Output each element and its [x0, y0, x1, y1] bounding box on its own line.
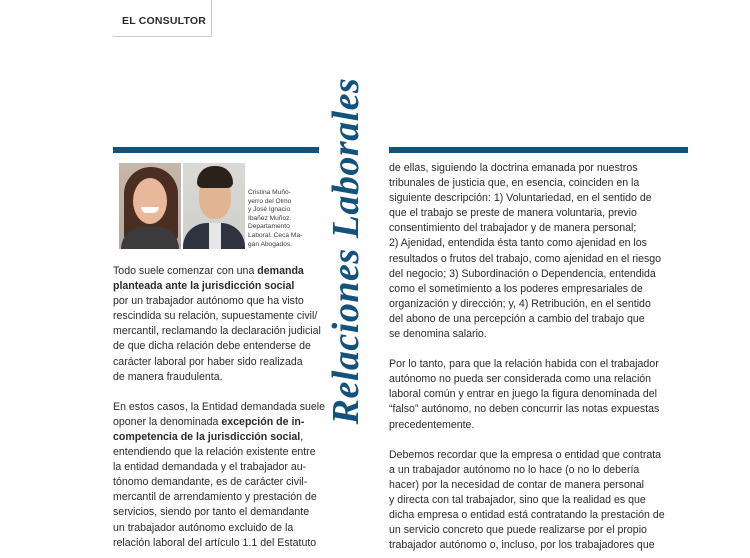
text-run: de ellas, siguiendo la doctrina emanada por nuestros [389, 162, 638, 174]
text-line [389, 493, 665, 508]
text-run: entendiendo que la relación existente entre [113, 446, 316, 459]
right-divider-bar [389, 147, 688, 153]
text-run: a un trabajador autónomo no lo hace (o no lo debería [389, 463, 640, 476]
text-line [113, 415, 325, 430]
caption-line: Ibañez Muñoz. [248, 214, 292, 222]
text-line [113, 505, 325, 520]
text-run: 2) Ajenidad, entendida ésta tanto como ajenidad en los [389, 237, 647, 250]
left-divider-bar [113, 147, 319, 153]
text-run: la entidad demandada y el trabajador au- [113, 461, 307, 474]
text-line [389, 327, 665, 342]
text-line [113, 279, 325, 294]
section-header-box [113, 0, 212, 37]
bold-text-run: competencia de la jurisdicción social [113, 430, 301, 443]
author-photo-jose-ignacio [183, 163, 245, 249]
text-line [389, 282, 665, 297]
text-run: laboral común y entrar en juego la figura denominada del [389, 388, 657, 401]
author-caption [248, 189, 318, 249]
text-line [113, 355, 325, 370]
caption-line: Departamento [248, 223, 290, 231]
text-run: del negocio; 3) Subordinación o Dependencia, entendida [389, 267, 656, 280]
text-line [389, 236, 665, 251]
left-text-column [113, 264, 325, 551]
text-run: resultados o frutos del trabajo, como ajenidad en el riesgo [389, 252, 662, 265]
text-line [389, 267, 665, 282]
text-run: Por lo tanto, para que la relación habida con el trabajador [389, 358, 659, 371]
text-run: “falso” autónomo, no deben concurrir las notas expuestas [389, 403, 660, 416]
text-run: de que dicha relación debe entenderse de [113, 340, 311, 353]
text-line [113, 536, 325, 551]
text-run: hacer) por la necesidad de contar de manera personal [389, 478, 644, 491]
text-run: consentimiento del trabajador y de manera personal; [389, 222, 637, 235]
text-run: mercantil de arrendamiento y prestación de [113, 491, 317, 504]
text-run: relación laboral del artículo 1.1 del Estatuto [113, 536, 317, 549]
right-text-column [389, 161, 665, 553]
text-line [389, 191, 665, 206]
text-run: como el sometimiento a los poderes empresariales de [389, 282, 643, 295]
text-line [389, 176, 665, 191]
text-line [389, 448, 665, 463]
text-run: mercantil, reclamando la declaración judicial [113, 325, 321, 338]
text-run: Debemos recordar que la empresa o entidad que contrata [389, 448, 662, 461]
bold-text-run: demanda [257, 265, 304, 277]
caption-line: Laboral. Ceca Ma- [248, 231, 303, 239]
author-photo-cristina [119, 163, 181, 249]
text-line [113, 445, 325, 460]
text-line [113, 400, 325, 415]
text-run: un servicio concreto que puede realizarse por el propio [389, 524, 647, 537]
text-line [389, 463, 665, 478]
text-line [389, 402, 665, 417]
text-run: precedentemente. [389, 418, 475, 431]
text-run: Todo suele comenzar con una [113, 265, 258, 277]
text-line [389, 312, 665, 327]
text-line [389, 357, 665, 372]
text-run: oponer la denominada [113, 415, 222, 428]
text-line [389, 478, 665, 493]
caption-line: Cristina Muño- [248, 189, 291, 196]
caption-line: yerro del Olmo [248, 197, 292, 205]
text-line [389, 372, 665, 387]
text-line [389, 538, 665, 553]
text-run: autónomo no pueda ser considerada como una relación [389, 373, 652, 386]
text-line [113, 264, 325, 279]
text-line [389, 387, 665, 402]
article-title [322, 52, 370, 450]
text-line [113, 475, 325, 490]
text-run: organización y dirección; y, 4) Retribución, en el sentido [389, 297, 651, 310]
text-run: por un trabajador autónomo que ha visto [113, 295, 304, 308]
text-line [389, 221, 665, 236]
text-run: del abono de una percepción a cambio del trabajo que [389, 312, 645, 325]
text-run: servicios, siendo por tanto el demandante [113, 506, 310, 519]
text-run: un trabajador autónomo excluido de la [113, 521, 294, 534]
text-run: siguiente descripción: 1) Voluntariedad, en el sentido de [389, 192, 652, 205]
text-line [113, 339, 325, 354]
text-line [389, 523, 665, 538]
text-run: de manera fraudulenta. [113, 370, 223, 383]
text-line [113, 490, 325, 505]
text-line [113, 430, 325, 445]
text-line [389, 418, 665, 433]
text-line [389, 161, 665, 176]
text-run: En estos casos, la Entidad demandada suele [113, 400, 326, 413]
text-run: que el trabajo se preste de manera voluntaria, previo [389, 207, 637, 220]
text-line [113, 294, 325, 309]
text-line [389, 252, 665, 267]
text-run: rescindida su relación, supuestamente civil/ [113, 310, 318, 323]
text-run: y directa con tal trabajador, sino que la realidad es que [389, 493, 646, 506]
text-line [389, 206, 665, 221]
caption-line: gán Abogados. [248, 240, 292, 248]
bold-text-run: excepción de in- [221, 415, 305, 428]
bold-text-run: planteada ante la jurisdicción social [113, 280, 295, 293]
text-run: carácter laboral por haber sido realizada [113, 355, 303, 368]
text-line [113, 521, 325, 536]
section-label: EL CONSULTOR [122, 15, 207, 27]
text-run: , [300, 430, 304, 443]
text-line [113, 309, 325, 324]
text-run: trabajador autónomo o, incluso, por los trabajadores que [389, 539, 655, 552]
article-title-text: Relaciones Laborales [325, 77, 367, 425]
text-line [113, 460, 325, 475]
caption-line: y José Ignacio [248, 206, 291, 214]
text-run: se denomina salario. [389, 328, 487, 341]
text-run: dicha empresa o entidad está contratando la prestación de [389, 508, 665, 521]
text-line [113, 324, 325, 339]
text-run: tónomo demandante, es de carácter civil- [113, 476, 308, 489]
text-line [389, 508, 665, 523]
text-line [113, 370, 325, 385]
text-line [389, 297, 665, 312]
text-run: tribunales de justicia que, en esencia, coinciden en la [389, 177, 640, 190]
